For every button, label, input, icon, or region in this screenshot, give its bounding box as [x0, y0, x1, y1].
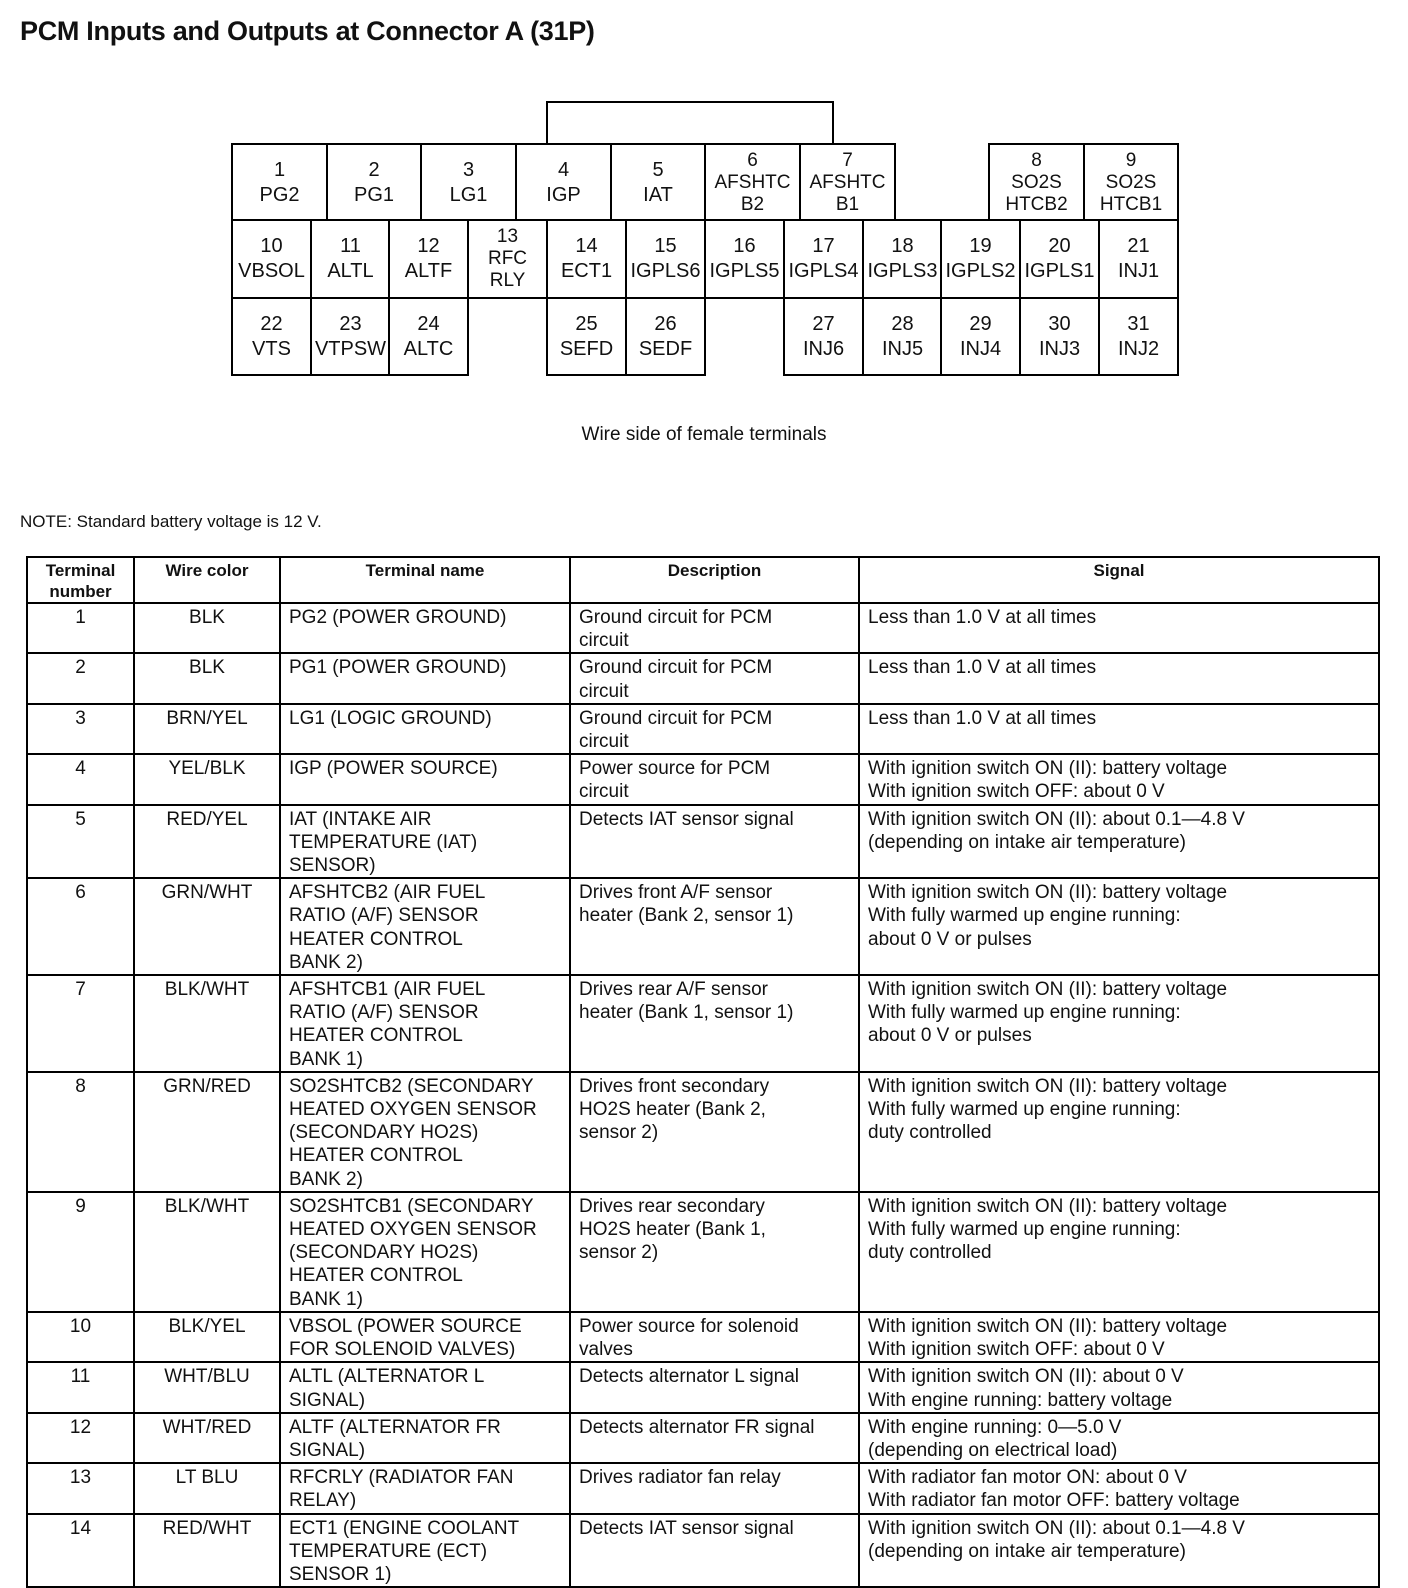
connector-pin-22: [231, 297, 312, 376]
pin-number: 17: [812, 235, 835, 257]
table-row: [27, 805, 1379, 879]
connector-latch-tab: [546, 101, 834, 143]
pin-number: 2: [368, 159, 380, 181]
connector-pin-13: [467, 219, 548, 299]
cell-terminal-number: 2: [27, 653, 134, 703]
pin-number: 29: [969, 312, 992, 335]
pin-number: 13: [496, 226, 519, 247]
pin-number: 27: [812, 312, 835, 335]
cell-terminal-name: AFSHTCB2 (AIR FUEL RATIO (A/F) SENSOR HEATER CONTROL BANK 2): [280, 878, 570, 975]
pin-label: ALTF: [404, 260, 453, 282]
pin-number: 4: [557, 159, 570, 181]
cell-description: Drives rear secondary HO2S heater (Bank 1, sensor 2): [570, 1192, 859, 1312]
cell-terminal-name: ECT1 (ENGINE COOLANT TEMPERATURE (ECT) SENSOR 1): [280, 1514, 570, 1588]
pin-label: VTPSW: [314, 337, 387, 360]
pin-label: IGPLS4: [788, 260, 859, 282]
pin-number: 28: [891, 312, 914, 335]
pin-number: 18: [891, 235, 914, 257]
pin-number: 25: [575, 312, 598, 335]
connector-pin-12: [388, 219, 469, 299]
connector-pin-20: [1019, 219, 1100, 299]
pin-label: PG1: [353, 184, 395, 206]
connector-pin-29: [940, 297, 1021, 376]
pin-number: 21: [1127, 235, 1150, 257]
cell-wire-color: BLK/YEL: [134, 1312, 280, 1362]
connector-pin-11: [310, 219, 391, 299]
table-row: [27, 653, 1379, 703]
table-header-row: [27, 557, 1379, 603]
pin-label: IGPLS5: [709, 260, 780, 282]
cell-description: Ground circuit for PCM circuit: [570, 603, 859, 653]
cell-wire-color: RED/WHT: [134, 1514, 280, 1588]
connector-pin-2: [326, 143, 422, 223]
connector-pin-3: [420, 143, 517, 223]
pin-number: 8: [1031, 150, 1042, 171]
cell-description: Ground circuit for PCM circuit: [570, 653, 859, 703]
cell-terminal-name: ALTF (ALTERNATOR FR SIGNAL): [280, 1413, 570, 1463]
connector-caption: Wire side of female terminals: [581, 424, 827, 445]
connector-pin-28: [862, 297, 943, 376]
cell-terminal-name: SO2SHTCB1 (SECONDARY HEATED OXYGEN SENSOR (SECONDARY HO2S) HEATER CONTROL BANK 1): [280, 1192, 570, 1312]
cell-signal: With ignition switch ON (II): battery voltage With ignition switch OFF: about 0 V: [859, 754, 1379, 804]
cell-terminal-name: RFCRLY (RADIATOR FAN RELAY): [280, 1463, 570, 1513]
cell-wire-color: LT BLU: [134, 1463, 280, 1513]
cell-terminal-number: 14: [27, 1514, 134, 1588]
pin-number: 11: [340, 235, 361, 257]
pin-number: 24: [417, 312, 440, 335]
pin-label: INJ2: [1117, 337, 1160, 360]
cell-wire-color: WHT/BLU: [134, 1362, 280, 1412]
pin-number: 22: [260, 312, 283, 335]
cell-terminal-number: 9: [27, 1192, 134, 1312]
table-row: [27, 1463, 1379, 1513]
pin-label: INJ6: [802, 337, 845, 360]
cell-terminal-name: PG2 (POWER GROUND): [280, 603, 570, 653]
cell-description: Drives front secondary HO2S heater (Bank 2, sensor 2): [570, 1072, 859, 1192]
table-row: [27, 1192, 1379, 1312]
connector-pin-6: [704, 143, 801, 223]
cell-terminal-name: ALTL (ALTERNATOR L SIGNAL): [280, 1362, 570, 1412]
pin-number: 14: [575, 235, 598, 257]
pin-number: 6: [747, 150, 758, 171]
cell-terminal-number: 6: [27, 878, 134, 975]
pin-number: 7: [842, 150, 853, 171]
cell-terminal-number: 7: [27, 975, 134, 1072]
cell-signal: With ignition switch ON (II): battery voltage With fully warmed up engine running: about 0 V or pulses: [859, 975, 1379, 1072]
pin-label: SO2S HTCB1: [1099, 172, 1163, 215]
cell-description: Detects IAT sensor signal: [570, 1514, 859, 1588]
pin-label: ALTL: [327, 260, 374, 282]
cell-terminal-name: AFSHTCB1 (AIR FUEL RATIO (A/F) SENSOR HEATER CONTROL BANK 1): [280, 975, 570, 1072]
cell-signal: With ignition switch ON (II): about 0.1—4.8 V (depending on intake air temperature): [859, 805, 1379, 879]
connector-pin-18: [862, 219, 943, 299]
cell-description: Detects IAT sensor signal: [570, 805, 859, 879]
pin-number: 12: [417, 235, 440, 257]
cell-terminal-number: 4: [27, 754, 134, 804]
pin-label: INJ5: [881, 337, 924, 360]
pin-number: 1: [273, 159, 286, 181]
cell-terminal-number: 12: [27, 1413, 134, 1463]
table-row: [27, 1413, 1379, 1463]
table-row: [27, 975, 1379, 1072]
pin-number: 26: [654, 312, 677, 335]
cell-wire-color: BLK/WHT: [134, 1192, 280, 1312]
header-wire-color: Wire color: [134, 557, 280, 603]
pin-label: INJ1: [1117, 260, 1160, 282]
connector-pin-31: [1098, 297, 1179, 376]
cell-wire-color: BLK: [134, 653, 280, 703]
cell-terminal-name: VBSOL (POWER SOURCE FOR SOLENOID VALVES): [280, 1312, 570, 1362]
cell-terminal-number: 13: [27, 1463, 134, 1513]
pin-label: VTS: [252, 337, 291, 360]
pin-number: 9: [1125, 150, 1137, 171]
cell-wire-color: GRN/WHT: [134, 878, 280, 975]
pin-label: RFC RLY: [487, 248, 528, 291]
cell-description: Drives rear A/F sensor heater (Bank 1, sensor 1): [570, 975, 859, 1072]
pin-number: 19: [969, 235, 992, 257]
connector-pin-30: [1019, 297, 1100, 376]
connector-pin-1: [231, 143, 328, 223]
pin-label: IGPLS3: [867, 260, 938, 282]
pin-label: AFSHTC B2: [714, 172, 791, 215]
pin-number: 20: [1048, 235, 1071, 257]
pin-label: IGPLS2: [945, 260, 1016, 282]
cell-wire-color: GRN/RED: [134, 1072, 280, 1192]
cell-signal: With engine running: 0—5.0 V (depending on electrical load): [859, 1413, 1379, 1463]
cell-terminal-name: IGP (POWER SOURCE): [280, 754, 570, 804]
terminal-table: [26, 556, 1380, 1588]
cell-wire-color: RED/YEL: [134, 805, 280, 879]
pin-label: SEFD: [559, 337, 614, 360]
connector-pin-5: [610, 143, 706, 223]
cell-terminal-number: 8: [27, 1072, 134, 1192]
pin-number: 3: [462, 159, 475, 181]
table-row: [27, 878, 1379, 975]
pin-label: PG2: [259, 184, 300, 206]
pin-number: 5: [652, 159, 664, 181]
connector-pin-25: [546, 297, 627, 376]
connector-pin-17: [783, 219, 864, 299]
cell-terminal-number: 10: [27, 1312, 134, 1362]
pin-label: LG1: [449, 184, 488, 206]
table-row: [27, 1514, 1379, 1588]
pin-label: ALTC: [403, 337, 454, 360]
cell-terminal-name: PG1 (POWER GROUND): [280, 653, 570, 703]
pin-label: IGP: [546, 184, 581, 206]
connector-pin-4: [515, 143, 612, 223]
cell-terminal-number: 1: [27, 603, 134, 653]
cell-wire-color: BLK: [134, 603, 280, 653]
connector-pin-27: [783, 297, 864, 376]
cell-signal: Less than 1.0 V at all times: [859, 603, 1379, 653]
pin-label: IGPLS1: [1024, 260, 1095, 282]
connector-pin-24: [388, 297, 469, 376]
cell-wire-color: WHT/RED: [134, 1413, 280, 1463]
cell-wire-color: BRN/YEL: [134, 704, 280, 754]
cell-wire-color: BLK/WHT: [134, 975, 280, 1072]
pin-label: INJ4: [959, 337, 1002, 360]
header-description: Description: [570, 557, 859, 603]
cell-description: Power source for solenoid valves: [570, 1312, 859, 1362]
cell-terminal-number: 11: [27, 1362, 134, 1412]
cell-signal: Less than 1.0 V at all times: [859, 704, 1379, 754]
table-row: [27, 1312, 1379, 1362]
connector-pin-9: [1083, 143, 1179, 223]
cell-description: Drives radiator fan relay: [570, 1463, 859, 1513]
pin-label: SEDF: [638, 337, 693, 360]
connector-pin-7: [799, 143, 896, 223]
connector-pin-8: [988, 143, 1085, 223]
connector-pin-16: [704, 219, 785, 299]
cell-signal: With ignition switch ON (II): battery voltage With fully warmed up engine running: duty controlled: [859, 1192, 1379, 1312]
connector-pin-23: [310, 297, 391, 376]
cell-signal: With ignition switch ON (II): battery voltage With fully warmed up engine running: duty controlled: [859, 1072, 1379, 1192]
cell-description: Ground circuit for PCM circuit: [570, 704, 859, 754]
cell-signal: With radiator fan motor ON: about 0 V With radiator fan motor OFF: battery voltage: [859, 1463, 1379, 1513]
pin-label: INJ3: [1038, 337, 1081, 360]
table-row: [27, 1362, 1379, 1412]
page-title: PCM Inputs and Outputs at Connector A (31P): [20, 16, 595, 46]
cell-signal: With ignition switch ON (II): about 0 V With engine running: battery voltage: [859, 1362, 1379, 1412]
cell-description: Drives front A/F sensor heater (Bank 2, sensor 1): [570, 878, 859, 975]
battery-note: NOTE: Standard battery voltage is 12 V.: [20, 512, 322, 531]
table-row: [27, 603, 1379, 653]
pin-label: IAT: [643, 184, 673, 206]
cell-signal: With ignition switch ON (II): about 0.1—4.8 V (depending on intake air temperature): [859, 1514, 1379, 1588]
pin-label: ECT1: [560, 260, 613, 282]
pin-number: 10: [260, 235, 283, 257]
pin-label: VBSOL: [238, 260, 305, 282]
table-row: [27, 704, 1379, 754]
cell-signal: With ignition switch ON (II): battery voltage With fully warmed up engine running: about 0 V or pulses: [859, 878, 1379, 975]
pin-label: SO2S HTCB2: [1005, 172, 1068, 215]
table-row: [27, 754, 1379, 804]
connector-pin-15: [625, 219, 706, 299]
header-signal: Signal: [859, 557, 1379, 603]
cell-signal: With ignition switch ON (II): battery voltage With ignition switch OFF: about 0 V: [859, 1312, 1379, 1362]
connector-pin-14: [546, 219, 627, 299]
header-terminal-name: Terminal name: [280, 557, 570, 603]
cell-signal: Less than 1.0 V at all times: [859, 653, 1379, 703]
cell-description: Detects alternator L signal: [570, 1362, 859, 1412]
cell-terminal-name: LG1 (LOGIC GROUND): [280, 704, 570, 754]
pin-label: IGPLS6: [630, 260, 701, 282]
cell-description: Detects alternator FR signal: [570, 1413, 859, 1463]
pin-number: 30: [1048, 312, 1071, 335]
cell-terminal-name: SO2SHTCB2 (SECONDARY HEATED OXYGEN SENSOR (SECONDARY HO2S) HEATER CONTROL BANK 2): [280, 1072, 570, 1192]
pin-number: 15: [654, 235, 677, 257]
pin-label: AFSHTC B1: [809, 172, 886, 215]
pin-number: 23: [339, 312, 362, 335]
connector-pin-26: [625, 297, 706, 376]
pin-number: 16: [733, 235, 756, 257]
cell-wire-color: YEL/BLK: [134, 754, 280, 804]
cell-terminal-name: IAT (INTAKE AIR TEMPERATURE (IAT) SENSOR): [280, 805, 570, 879]
cell-terminal-number: 5: [27, 805, 134, 879]
connector-pin-10: [231, 219, 312, 299]
table-row: [27, 1072, 1379, 1192]
pin-number: 31: [1127, 312, 1150, 335]
connector-pin-19: [940, 219, 1021, 299]
cell-description: Power source for PCM circuit: [570, 754, 859, 804]
connector-pin-21: [1098, 219, 1179, 299]
cell-terminal-number: 3: [27, 704, 134, 754]
header-terminal-number: Terminal number: [27, 557, 134, 603]
